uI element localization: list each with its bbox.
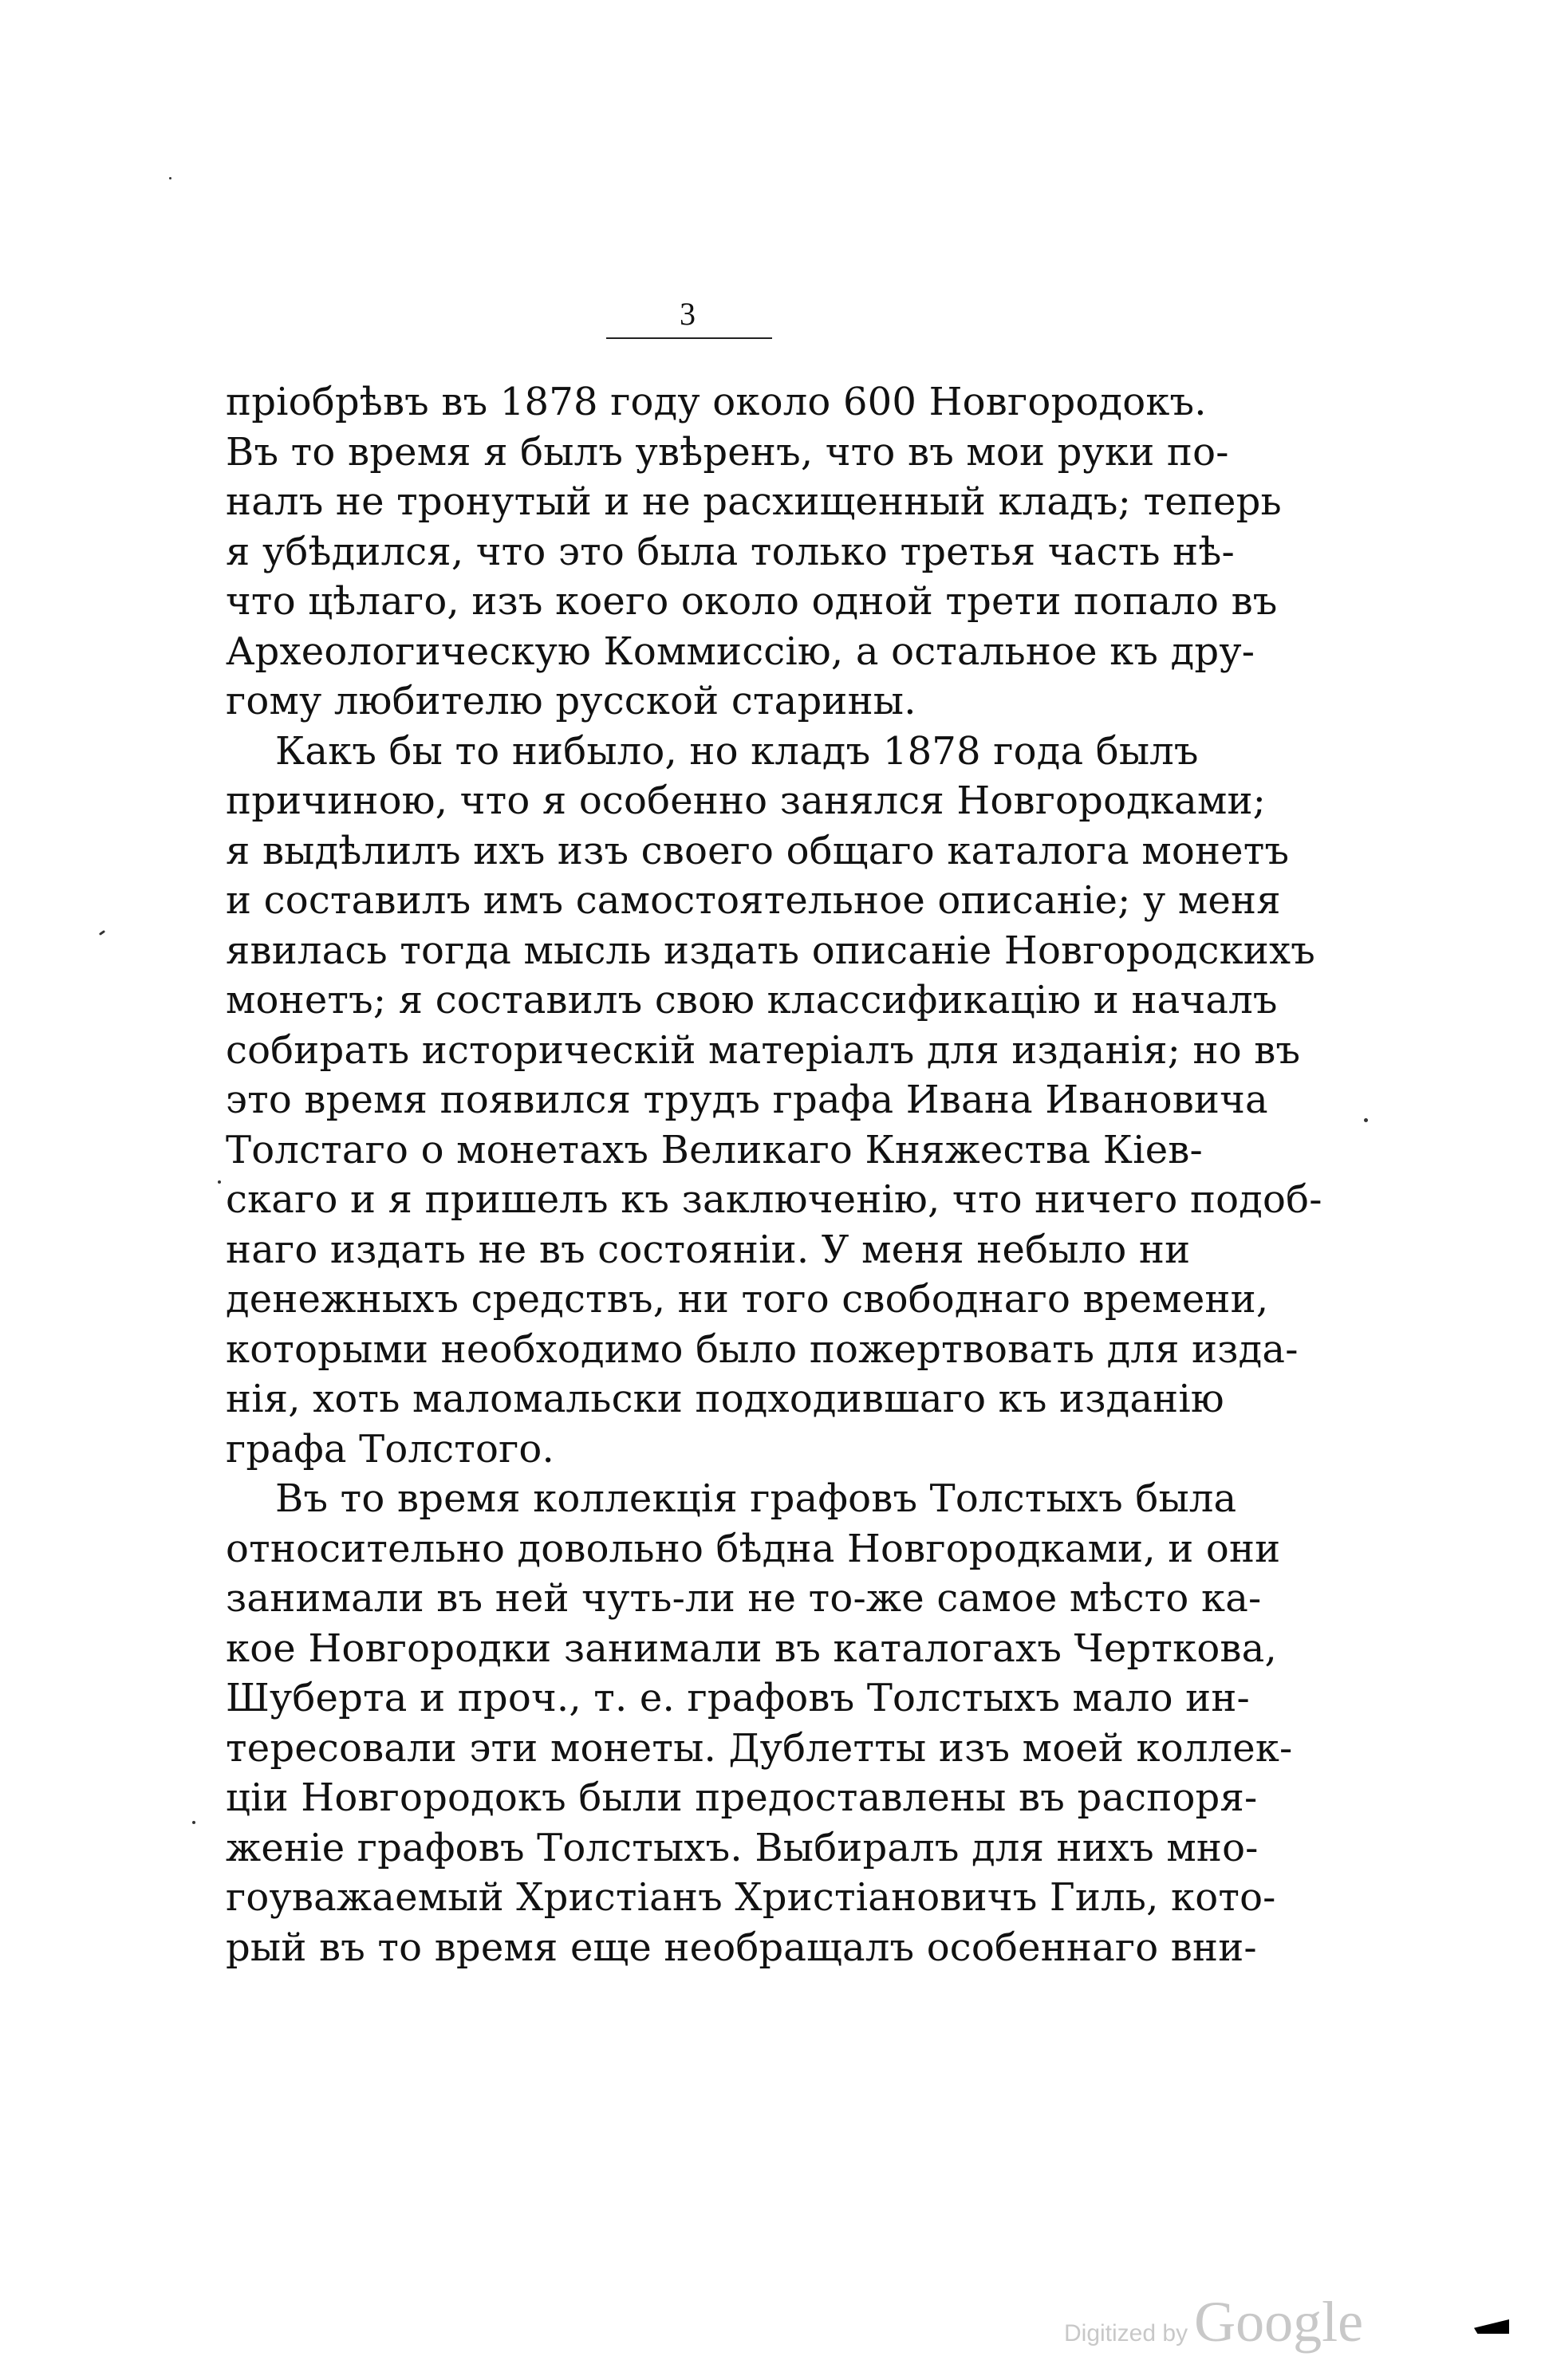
text-line: графа Толстого. [226, 1426, 554, 1472]
text-line: причиною, что я особенно занялся Новгородками; [226, 778, 1267, 823]
text-line: я выдѣлилъ ихъ изъ своего общаго каталога монетъ [226, 828, 1290, 873]
text-line: это время появился трудъ графа Ивана Ивановича [226, 1078, 1268, 1122]
scan-speck [218, 1180, 221, 1184]
scan-speck [169, 177, 171, 179]
text-line: гому любителю русской старины. [226, 679, 916, 723]
text-line: Въ то время я былъ увѣренъ, что въ мои руки по- [226, 429, 1229, 475]
page-number-rule [606, 337, 772, 339]
text-line: скаго и я пришелъ къ заключенію, что ничего подоб- [226, 1177, 1322, 1222]
text-line: ціи Новгородокъ были предоставлены въ распоря- [226, 1775, 1258, 1820]
digitized-by-google-watermark [1064, 2289, 1363, 2355]
text-line: что цѣлаго, изъ коего около одной трети попало въ [226, 579, 1278, 624]
text-line: Шуберта и проч., т. е. графовъ Толстыхъ мало ин- [226, 1676, 1250, 1720]
watermark-prefix: Digitized by [1064, 2320, 1188, 2347]
scan-speck [1364, 1118, 1368, 1122]
text-line: монетъ; я составилъ свою классификацію и началъ [226, 978, 1278, 1023]
text-line: и составилъ имъ самостоятельное описаніе; у меня [226, 878, 1281, 923]
page-number: 3 [680, 296, 696, 332]
text-line: занимали въ ней чуть-ли не то-же самое мѣсто ка- [226, 1576, 1262, 1621]
text-line: налъ не тронутый и не расхищенный кладъ; теперь [226, 479, 1282, 524]
text-line: тересовали эти монеты. Дублетты изъ моей коллек- [226, 1725, 1293, 1771]
text-line: нія, хоть маломальски подходившаго къ изданію [226, 1377, 1224, 1421]
text-line: Толстаго о монетахъ Великаго Княжества Кіев- [226, 1127, 1203, 1172]
text-line: денежныхъ средствъ, ни того свободнаго времени, [226, 1277, 1269, 1322]
paragraph-first-line: Въ то время коллекція графовъ Толстыхъ была [275, 1476, 1237, 1521]
text-line: Археологическую Коммиссію, а остальное къ дру- [226, 628, 1255, 674]
text-line: пріобрѣвъ въ 1878 году около 600 Новгородокъ. [226, 380, 1207, 424]
google-logo: Google [1194, 2290, 1364, 2354]
text-line: я убѣдился, что это была только третья часть нѣ- [226, 529, 1235, 574]
text-line: которыми необходимо было пожертвовать для изда- [226, 1326, 1299, 1372]
text-line: женіе графовъ Толстыхъ. Выбиралъ для нихъ мно- [226, 1825, 1259, 1870]
text-line: гоуважаемый Христіанъ Христіановичъ Гиль, кото- [226, 1875, 1276, 1920]
paragraph-first-line: Какъ бы то нибыло, но кладъ 1878 года былъ [275, 728, 1199, 774]
text-line: кое Новгородки занимали въ каталогахъ Черткова, [226, 1625, 1277, 1671]
scan-corner-mark [1474, 2319, 1509, 2334]
text-line: собирать историческій матеріалъ для изданія; но въ [226, 1027, 1301, 1073]
scan-speck [192, 1821, 195, 1824]
text-line: наго издать не въ состояніи. У меня небыло ни [226, 1227, 1191, 1272]
body-text [226, 377, 1322, 1972]
scan-speck [99, 930, 105, 936]
text-line: явилась тогда мысль издать описаніе Новгородскихъ [226, 928, 1315, 973]
text-line: относительно довольно бѣдна Новгородками, и они [226, 1526, 1281, 1571]
text-line: рый въ то время еще необращалъ особеннаго вни- [226, 1925, 1257, 1970]
